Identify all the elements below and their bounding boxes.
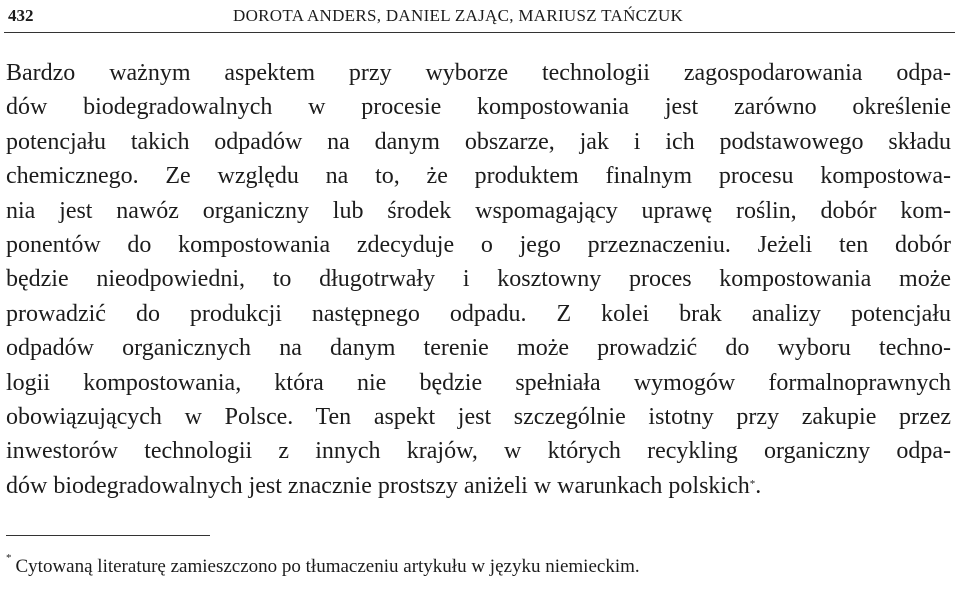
paragraph-line: dów biodegradowalnych w procesie kompostowania jest zarówno określenie (6, 94, 951, 121)
paragraph-line: będzie nieodpowiedni, to długotrwały i kosztowny proces kompostowania może (6, 266, 951, 293)
footnote-text: Cytowaną literaturę zamieszczono po tłumaczeniu artykułu w języku niemieckim. (15, 556, 640, 577)
paragraph-last-line (6, 469, 951, 503)
page-number: 432 (8, 6, 34, 25)
footnote-reference[interactable]: * (749, 477, 756, 490)
paragraph-line: obowiązujących w Polsce. Ten aspekt jest szczególnie istotny przy zakupie przez (6, 403, 951, 430)
running-head: DOROTA ANDERS, DANIEL ZAJĄC, MARIUSZ TAŃCZUK (233, 6, 684, 25)
paragraph-line: odpadów organicznych na danym terenie może prowadzić do wyboru techno- (6, 335, 951, 362)
body-paragraph (6, 56, 951, 503)
footnote-marker: * (6, 552, 12, 564)
footnote-rule (6, 535, 210, 536)
paragraph-line: nia jest nawóz organiczny lub środek wspomagający uprawę roślin, dobór kom- (6, 197, 951, 224)
paragraph-line: ponentów do kompostowania zdecyduje o jego przeznaczeniu. Jeżeli ten dobór (6, 231, 951, 258)
header-rule (4, 32, 955, 33)
paragraph-line: logii kompostowania, która nie będzie spełniała wymogów formalnoprawnych (6, 369, 951, 396)
paragraph-line: chemicznego. Ze względu na to, że produktem finalnym procesu kompostowa- (6, 163, 951, 190)
last-line-end: . (755, 472, 762, 499)
page-header (0, 0, 959, 34)
paragraph-line: prowadzić do produkcji następnego odpadu. Z kolei brak analizy potencjału (6, 300, 951, 327)
paragraph-line: inwestorów technologii z innych krajów, w których recykling organiczny odpa- (6, 438, 951, 465)
footnote (6, 552, 640, 578)
last-line-text: dów biodegradowalnych jest znacznie prostszy aniżeli w warunkach polskich (6, 472, 750, 499)
paragraph-line: Bardzo ważnym aspektem przy wyborze technologii zagospodarowania odpa- (6, 60, 951, 86)
paragraph-line: potencjału takich odpadów na danym obszarze, jak i ich podstawowego składu (6, 128, 951, 155)
